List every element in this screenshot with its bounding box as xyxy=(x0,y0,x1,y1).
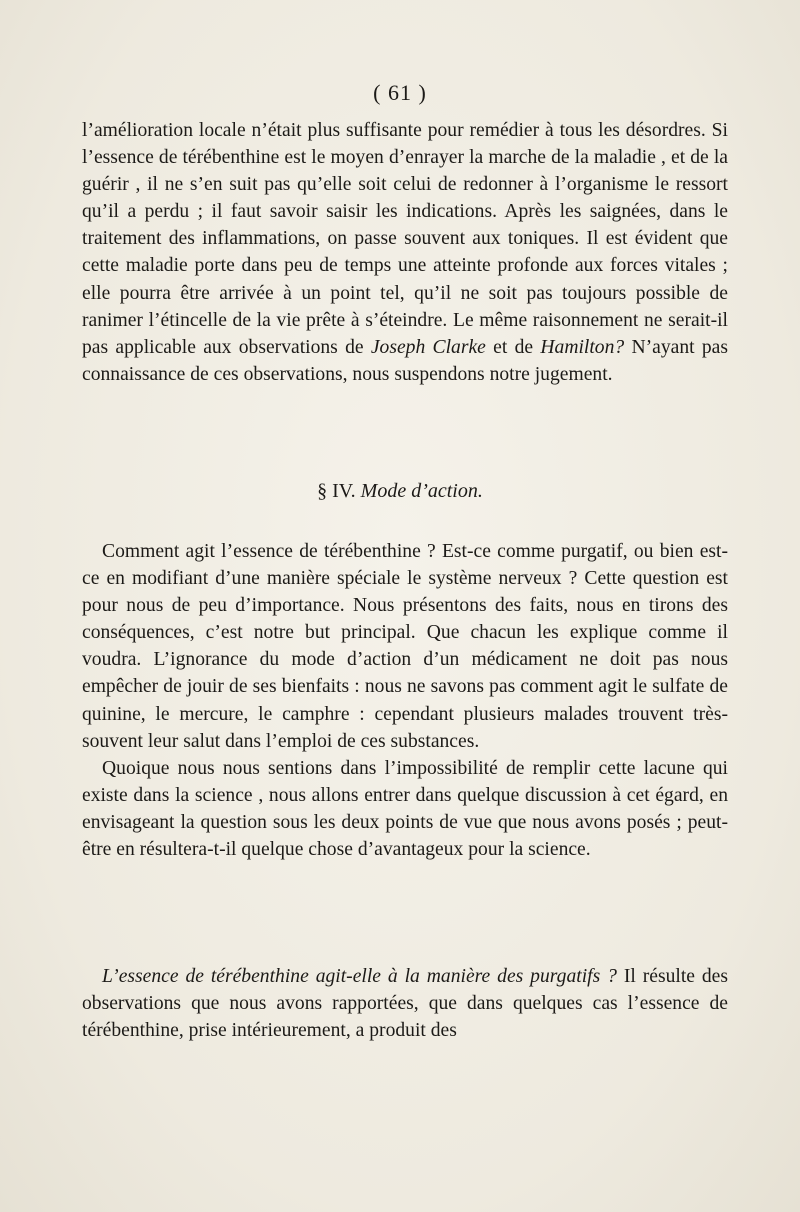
paragraph-1-text-a: l’amélioration locale n’était plus suffisante pour remédier à tous les désordres. Si l’essence de térébenthine est le moyen d’enrayer la marche de la maladie , et de la guérir , il ne s’en suit pas qu’elle soit celui de redonner à l’organisme le ressort qu’il a perdu ; il faut savoir saisir les indications. Après les saignées, dans le traitement des inflammations, on passe souvent aux toniques. Il est évident que cette maladie porte dans peu de temps une atteinte profonde aux forces vitales ; elle pourra être arrivée à un point tel, qu’il ne soit pas toujours possible de ranimer l’étincelle de la vie prête à s’éteindre. Le même raisonnement ne serait-il pas applicable aux observations de xyxy=(82,120,728,358)
paragraph-3: Quoique nous nous sentions dans l’impossibilité de remplir cette lacune qui existe dans la science , nous allons entrer dans quelque discussion à cet égard, en envisageant la question sous les deux points de vue que nous avons posés ; peut-être en résultera-t-il quelque chose d’avantageux pour la science. xyxy=(82,757,728,861)
section-number: § IV. xyxy=(317,480,356,502)
subsection xyxy=(82,963,728,1044)
paragraph-4-text: Il résulte des observations que nous avons rapportées, que dans quelques cas l’essence de térébenthine, prise intérieurement, a produit des xyxy=(82,966,728,1042)
subsection-question: L’essence de térébenthine agit-elle à la manière des purgatifs ? xyxy=(102,966,617,987)
paragraph-4 xyxy=(82,963,728,1044)
section-body xyxy=(82,538,728,863)
section-heading xyxy=(0,480,800,503)
person-name-joseph-clarke: Joseph Clarke xyxy=(370,336,486,358)
paragraph-2: Comment agit l’essence de térébenthine ? Est-ce comme purgatif, ou bien est-ce en modifiant d’une manière spéciale le système nerveux ? Cette question est pour nous de peu d’importance. Nous présentons des faits, nous en tirons des conséquences, c’est notre but principal. Que chacun les explique comme il voudra. L’ignorance du mode d’action d’un médicament ne doit pas nous empêcher de jouir de ses bienfaits : nous ne savons pas comment agit le sulfate de quinine, le mercure, le camphre : cependant plusieurs malades trouvent très-souvent leur salut dans l’emploi de ces substances. xyxy=(82,541,728,752)
paragraph-1-text-c: N’ayant pas connaissance de ces observations, nous suspendons notre jugement. xyxy=(82,336,728,385)
person-name-hamilton: Hamilton? xyxy=(540,336,625,358)
paragraph-1-text-b: et de xyxy=(485,336,541,358)
section-title: Mode d’action. xyxy=(360,480,483,502)
paragraph-continued xyxy=(82,117,728,388)
paragraph-1 xyxy=(82,117,728,388)
page-number: ( 61 ) xyxy=(373,80,427,105)
